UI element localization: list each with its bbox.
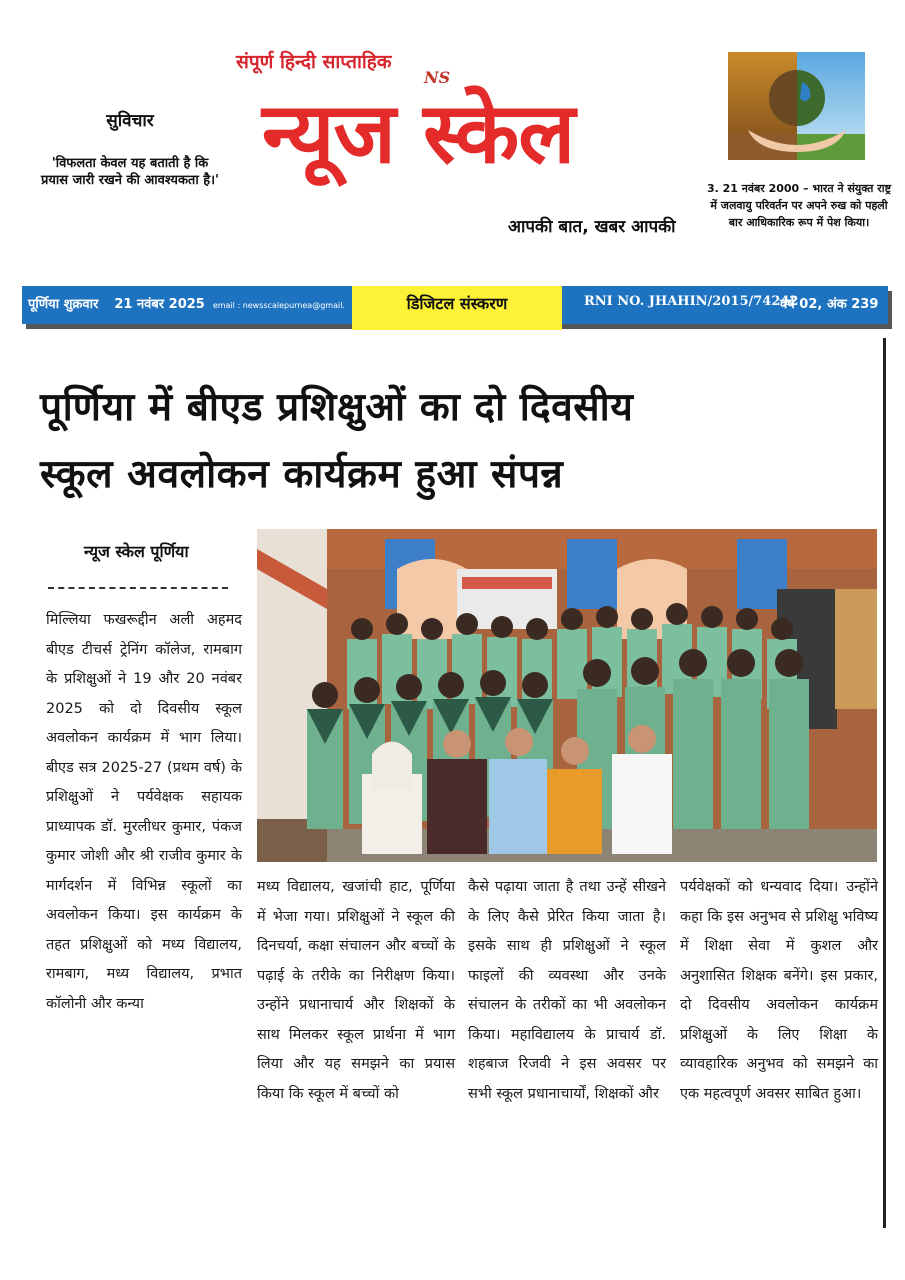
- article-headline: [40, 374, 882, 508]
- article-column-1: मिल्लिया फखरूद्दीन अली अहमद बीएड टीचर्स ट्रेनिंग कॉलेज, रामबाग के प्रशिक्षुओं ने 19 और 20 नवंबर 2025 को दो दिवसीय स्कूल अवलोकन कार्यक्रम में भाग लिया। बीएड सत्र 2025-27 (प्रथम वर्ष) के प्रशिक्षुओं ने पर्यवेक्षक सहायक प्राध्यापक डॉ. मुरलीधर कुमार, पंकज कुमार जोशी और श्री राजीव कुमार के मार्गदर्शन में विभिन्न स्कूलों का अवलोकन किया। इस कार्यक्रम के तहत प्रशिक्षुओं को मध्य विद्यालय, रामबाग, मध्य विद्यालय, प्रभात कॉलोनी और कन्या: [46, 612, 242, 1012]
- volume-issue: वर्ष 02, अंक 239: [780, 297, 879, 312]
- rni-number: RNI NO. JHAHIN/2015/74242: [584, 294, 799, 309]
- thought-title: सुविचार: [106, 111, 154, 131]
- place-day: पूर्णिया शुक्रवार: [28, 297, 99, 312]
- edition-badge: डिजिटल संस्करण: [352, 286, 562, 330]
- brand-slogan: आपकी बात, खबर आपकी: [508, 217, 676, 237]
- history-note: 3. 21 नवंबर 2000 – भारत ने संयुक्त राष्ट्र में जलवायु परिवर्तन पर अपने रुख को पहली बार आधिकारिक रूप में पेश किया।: [706, 182, 892, 229]
- ns-logo: NS: [424, 68, 451, 87]
- contact-email: email : newsscalepurnea@gmail.: [212, 301, 345, 310]
- issue-date: 21 नवंबर 2025: [114, 297, 205, 312]
- weekly-tagline: संपूर्ण हिन्दी साप्ताहिक: [236, 51, 392, 73]
- group-photo: [257, 529, 877, 862]
- byline: न्यूज स्केल पूर्णिया: [84, 542, 189, 561]
- column-rule: [883, 338, 886, 1228]
- info-band-left: [28, 294, 345, 312]
- newspaper-brand-name: न्यूज स्केल: [262, 84, 575, 182]
- article-column-2: मध्य विद्यालय, खजांची हाट, पूर्णिया में भेजा गया। प्रशिक्षुओं ने स्कूल की दिनचर्या, कक्षा संचालन और बच्चों के पढ़ाई के तरीके का निरीक्षण किया। उन्होंने प्रधानाचार्य और शिक्षकों के साथ मिलकर स्कूल प्रार्थना में भाग लिया और यह समझने का प्रयास किया कि स्कूल में बच्चों को: [257, 879, 455, 1102]
- dashed-divider: [48, 587, 228, 589]
- climate-image: [728, 52, 865, 160]
- info-band: [22, 286, 888, 324]
- group-photo-illustration: [257, 529, 877, 862]
- article-column-4: पर्यवेक्षकों को धन्यवाद दिया। उन्होंने कहा कि इस अनुभव से प्रशिक्षु भविष्य में शिक्षा सेवा में कुशल और अनुशासित शिक्षक बनेंगे। इस प्रकार, दो दिवसीय अवलोकन कार्यक्रम प्रशिक्षुओं के लिए शिक्षा के व्यावहारिक अनुभव को समझने का एक महत्वपूर्ण अवसर साबित हुआ।: [680, 879, 878, 1102]
- thought-of-the-day: [40, 108, 220, 189]
- article-column-3: कैसे पढ़ाया जाता है तथा उन्हें सीखने के लिए कैसे प्रेरित किया जाता है। इसके साथ ही प्रशिक्षुओं ने स्कूल फाइलों की व्यवस्था और उनके संचालन के तरीकों का भी अवलोकन किया। महाविद्यालय के प्राचार्य डॉ. शहबाज रिजवी ने इस अवसर पर सभी स्कूल प्रधानाचार्यों, शिक्षकों और: [468, 879, 666, 1102]
- headline-line-1: पूर्णिया में बीएड प्रशिक्षुओं का दो दिवसीय: [40, 385, 634, 430]
- headline-line-2: स्कूल अवलोकन कार्यक्रम हुआ संपन्न: [40, 452, 564, 497]
- globe-in-hands-illustration: [728, 52, 865, 160]
- thought-text: 'विफलता केवल यह बताती है कि प्रयास जारी रखने की आवश्यकता है।': [40, 156, 220, 188]
